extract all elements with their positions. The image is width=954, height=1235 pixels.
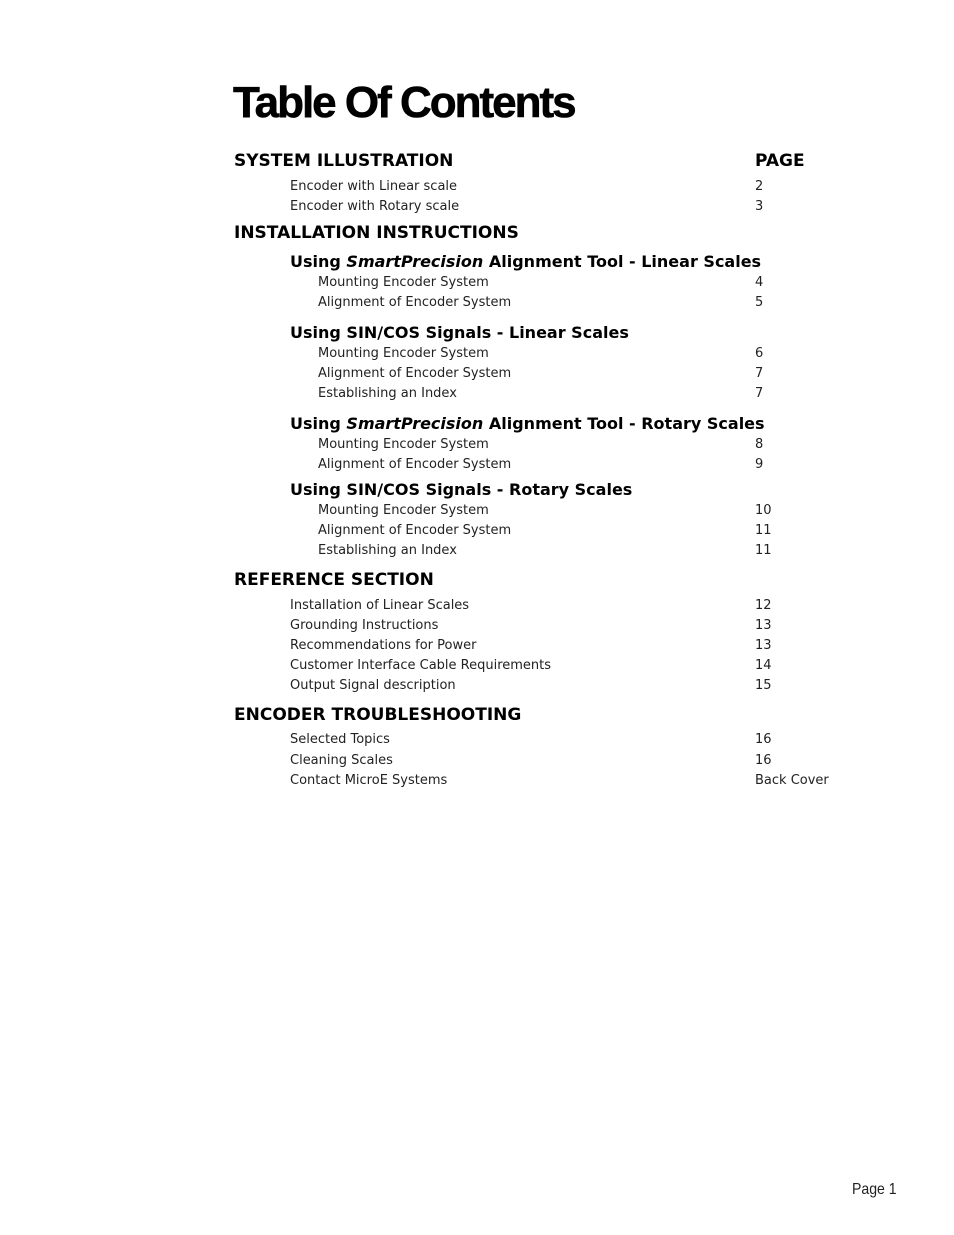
toc-entry: Mounting Encoder System: [318, 346, 489, 361]
toc-page-number: Back Cover: [755, 773, 829, 788]
toc-page-number: 2: [755, 179, 764, 194]
toc-entry: Selected Topics: [290, 732, 390, 747]
heading-emphasis: SmartPrecision: [346, 414, 484, 433]
toc-page-number: 3: [755, 199, 764, 214]
toc-page-number: 16: [755, 753, 772, 768]
toc-page-number: 13: [755, 638, 772, 653]
toc-entry: Mounting Encoder System: [318, 275, 489, 290]
page-title: Table Of Contents: [233, 78, 575, 127]
toc-entry: Establishing an Index: [318, 543, 457, 558]
subsection-heading-sincos-rotary: Using SIN/COS Signals - Rotary Scales: [290, 480, 633, 499]
subsection-heading-sincos-linear: Using SIN/COS Signals - Linear Scales: [290, 323, 629, 342]
toc-entry: Establishing an Index: [318, 386, 457, 401]
toc-page-number: 11: [755, 523, 772, 538]
toc-entry: Recommendations for Power: [290, 638, 477, 653]
section-heading-installation: INSTALLATION INSTRUCTIONS: [234, 223, 519, 243]
toc-entry: Contact MicroE Systems: [290, 773, 448, 788]
toc-entry: Cleaning Scales: [290, 753, 393, 768]
heading-part: Alignment Tool - Linear Scales: [483, 252, 762, 271]
toc-page-number: 4: [755, 275, 764, 290]
toc-entry: Encoder with Rotary scale: [290, 199, 460, 214]
subsection-heading-smartprecision-linear: [290, 252, 761, 271]
heading-emphasis: SmartPrecision: [346, 252, 484, 271]
toc-page-number: 7: [755, 366, 764, 381]
toc-page-number: 12: [755, 598, 772, 613]
subsection-heading-smartprecision-rotary: [290, 414, 765, 433]
section-heading-reference: REFERENCE SECTION: [234, 570, 434, 590]
toc-page-number: 8: [755, 437, 764, 452]
toc-entry: Mounting Encoder System: [318, 437, 489, 452]
toc-page-number: 11: [755, 543, 772, 558]
toc-page-number: 5: [755, 295, 764, 310]
toc-entry: Mounting Encoder System: [318, 503, 489, 518]
toc-page-number: 9: [755, 457, 764, 472]
section-heading-troubleshooting: ENCODER TROUBLESHOOTING: [234, 705, 522, 725]
page-number-footer: Page 1: [852, 1181, 897, 1198]
heading-part: Using: [290, 252, 347, 271]
toc-entry: Alignment of Encoder System: [318, 523, 512, 538]
toc-entry: Alignment of Encoder System: [318, 457, 512, 472]
section-heading-system-illustration: SYSTEM ILLUSTRATION: [234, 151, 454, 171]
page-column-header: PAGE: [755, 151, 805, 171]
toc-page-number: 13: [755, 618, 772, 633]
heading-part: Using: [290, 414, 347, 433]
toc-entry: Output Signal description: [290, 678, 456, 693]
toc-page-number: 15: [755, 678, 772, 693]
heading-part: Alignment Tool - Rotary Scales: [483, 414, 765, 433]
toc-page-number: 7: [755, 386, 764, 401]
toc-page-number: 10: [755, 503, 772, 518]
toc-entry: Alignment of Encoder System: [318, 366, 512, 381]
toc-page-number: 16: [755, 732, 772, 747]
toc-entry: Customer Interface Cable Requirements: [290, 658, 552, 673]
toc-entry: Encoder with Linear scale: [290, 179, 458, 194]
toc-entry: Alignment of Encoder System: [318, 295, 512, 310]
toc-page-number: 6: [755, 346, 764, 361]
toc-page-number: 14: [755, 658, 772, 673]
toc-entry: Grounding Instructions: [290, 618, 439, 633]
toc-entry: Installation of Linear Scales: [290, 598, 470, 613]
